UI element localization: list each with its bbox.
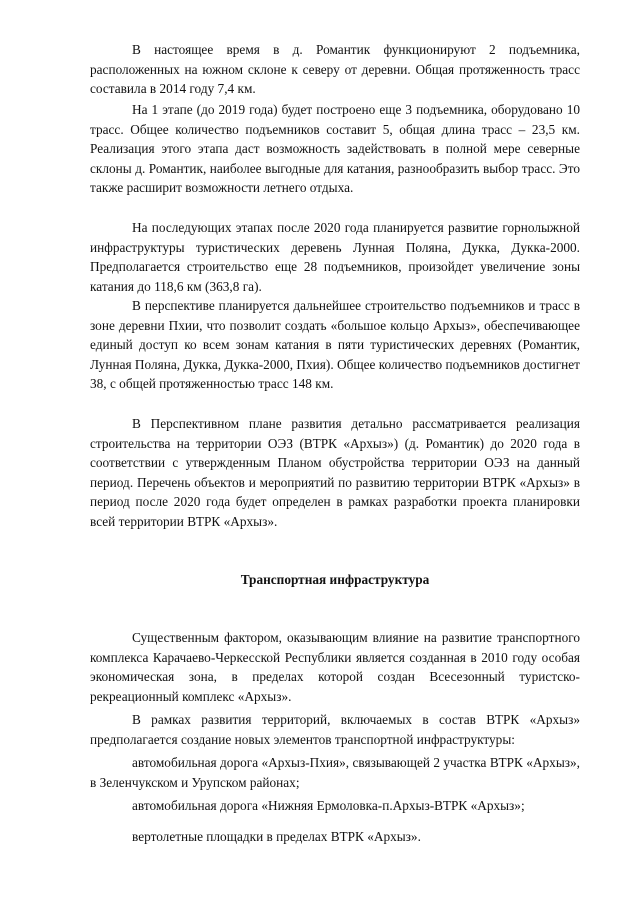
paragraph-perspective: В перспективе планируется дальнейшее строительство подъемников и трасс в зоне деревни Пхии, что позволит создать «большое кольцо Архыз», обеспечивающее единый доступ ко всем зонам катания в пяти туристических деревнях (Романтик, Лунная Поляна, Дукка, Дукка-2000, Пхия). Общее количество подъемников достигнет 38, с общей протяженностью трасс 148 км. <box>90 298 580 392</box>
list-item-road-nizhnyaya-ermolovka: автомобильная дорога «Нижняя Ермоловка-п.Архыз-ВТРК «Архыз»; <box>132 798 525 813</box>
paragraph-later-stages: На последующих этапах после 2020 года планируется развитие горнолыжной инфраструктуры туристических деревень Лунная Поляна, Дукка, Дукка-2000. Предполагается строительство еще 28 подъемников, произойдет увеличение зоны катания до 118,6 км (363,8 га). <box>90 220 580 294</box>
paragraph-new-elements: В рамках развития территорий, включаемых в состав ВТРК «Архыз» предполагается создание новых элементов транспортной инфраструктуры: <box>90 712 580 747</box>
paragraph-stage-one: На 1 этапе (до 2019 года) будет построено еще 3 подъемника, оборудовано 10 трасс. Общее количество подъемников составит 5, общая длина трасс – 23,5 км. Реализация этого этапа даст возможность задействовать в полной мере северные склоны д. Романтик, наиболее выгодные для катания, разнообразить выбор трасс. Это также расширит возможности летнего отдыха. <box>90 102 580 196</box>
paragraph-development-plan: В Перспективном плане развития детально рассматривается реализация строительства на территории ОЭЗ (ВТРК «Архыз») (д. Романтик) до 2020 года в соответствии с утвержденным Планом обустройства территории ОЭЗ на данный период. Перечень объектов и мероприятий по развитию территории ВТРК «Архыз» в период после 2020 года будет определен в рамках разработки проекта планировки всей территории ВТРК «Архыз». <box>90 416 580 529</box>
paragraph-current-lifts: В настоящее время в д. Романтик функционируют 2 подъемника, расположенных на южном склоне к северу от деревни. Общая протяженность трасс составила в 2014 году 7,4 км. <box>90 42 580 97</box>
section-heading-transport: Транспортная инфраструктура <box>240 572 430 587</box>
list-item-helipads: вертолетные площадки в пределах ВТРК «Архыз». <box>132 829 421 844</box>
list-item-road-arkhyz-pkhiya: автомобильная дорога «Архыз-Пхия», связывающей 2 участка ВТРК «Архыз», в Зеленчукском и Урупском районах; <box>90 755 580 790</box>
paragraph-economic-zone: Существенным фактором, оказывающим влияние на развитие транспортного комплекса Карачаево-Черкесской Республики является созданная в 2010 году особая экономическая зона, в пределах которой создан Всесезонный туристско-рекреационный комплекс «Архыз». <box>90 630 580 704</box>
